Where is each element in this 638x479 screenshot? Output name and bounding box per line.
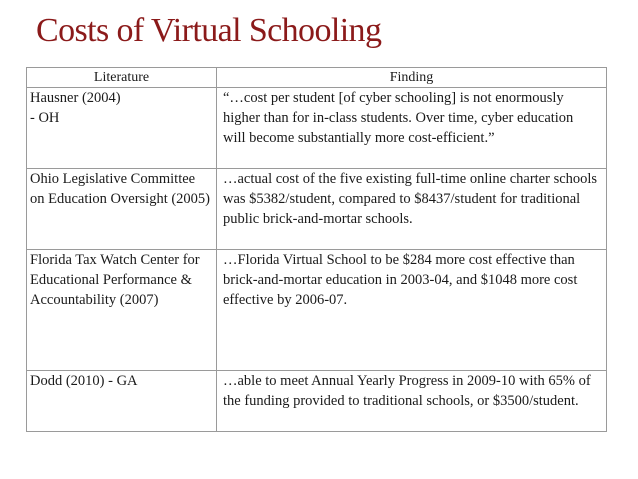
table-row — [27, 250, 607, 371]
finding-cell: “…cost per student [of cyber schooling] is not enormously higher than for in-class students. Over time, cyber education will become substantially more cost-efficient.” — [217, 88, 607, 169]
finding-cell: …able to meet Annual Yearly Progress in 2009-10 with 65% of the funding provided to traditional schools, or $3500/student. — [217, 371, 607, 432]
table-header-row — [27, 68, 607, 88]
slide-title: Costs of Virtual Schooling — [36, 12, 382, 49]
literature-cell: Florida Tax Watch Center for Educational Performance & Accountability (2007) — [27, 250, 217, 371]
table-row — [27, 88, 607, 169]
column-header-finding: Finding — [217, 68, 607, 88]
column-header-literature: Literature — [27, 68, 217, 88]
finding-cell: …Florida Virtual School to be $284 more cost effective than brick-and-mortar education in 2003-04, and $1048 more cost effective by 2006-07. — [217, 250, 607, 371]
literature-cell: Hausner (2004) - OH — [27, 88, 217, 169]
table-row — [27, 169, 607, 250]
findings-table — [26, 67, 607, 432]
literature-cell: Ohio Legislative Committee on Education Oversight (2005) — [27, 169, 217, 250]
table-row — [27, 371, 607, 432]
finding-cell: …actual cost of the five existing full-time online charter schools was $5382/student, compared to $8437/student for traditional public brick-and-mortar schools. — [217, 169, 607, 250]
literature-cell: Dodd (2010) - GA — [27, 371, 217, 432]
